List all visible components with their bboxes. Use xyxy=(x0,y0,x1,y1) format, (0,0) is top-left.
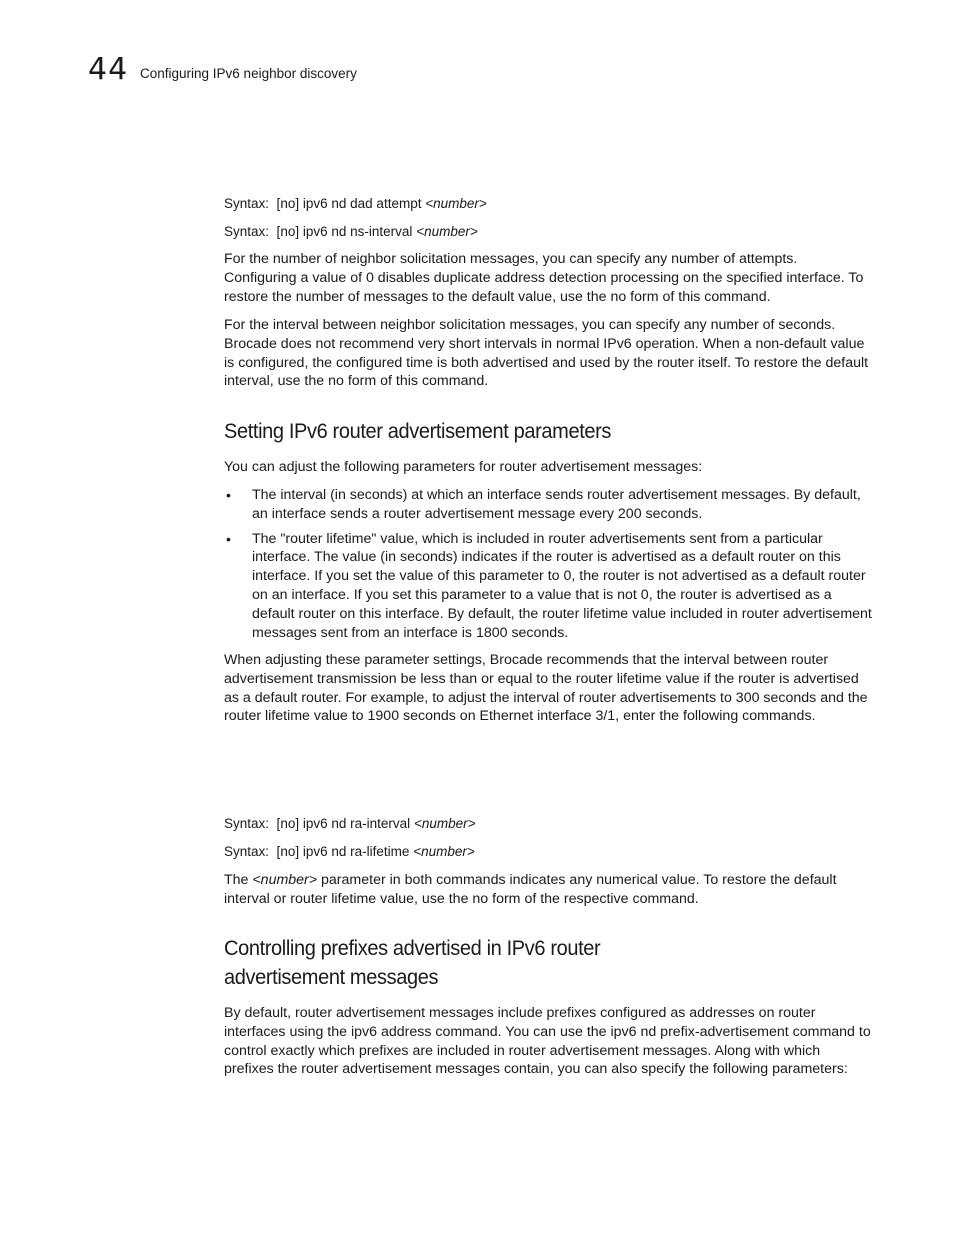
heading-line-1: Controlling prefixes advertised in IPv6 router xyxy=(224,936,601,960)
paragraph-text: command. You can use the xyxy=(431,1023,611,1040)
syntax-param: <number> xyxy=(413,844,475,859)
paragraph-text: command to control exactly which prefixes are included in router advertisement messages. Along with which prefixes the router advertisement messages contain, you can also specify the following parameters: xyxy=(224,1023,871,1078)
syntax-param: <number> xyxy=(413,816,476,831)
paragraph-text: By default, router advertisement messages include prefixes configured as addresses on router interfaces using the xyxy=(224,1005,816,1040)
paragraph-ra-intro: You can adjust the following parameters for router advertisement messages: xyxy=(224,459,703,475)
bullet-list-ra-parameters xyxy=(224,486,872,642)
command-keyword: ipv6 address xyxy=(350,1023,432,1040)
paragraph-text: form of this command. xyxy=(343,373,489,390)
syntax-ra-interval xyxy=(224,815,476,833)
paragraph-solicitation-attempts xyxy=(224,250,872,306)
syntax-label: Syntax: xyxy=(224,816,270,831)
list-item xyxy=(224,530,872,643)
list-item-text: The interval (in seconds) at which an interface sends router advertisement messages. By default, an interface sends a router advertisement message every 200 seconds. xyxy=(252,487,861,522)
syntax-bracket-close: ] xyxy=(295,816,300,831)
syntax-command: ipv6 nd dad attempt xyxy=(302,196,422,211)
list-item xyxy=(224,486,872,524)
paragraph-number-parameter xyxy=(224,871,872,909)
syntax-ra-lifetime xyxy=(224,843,475,861)
syntax-bracket-open: [ xyxy=(276,224,281,239)
syntax-dad-attempt xyxy=(224,195,487,213)
syntax-param: <number> xyxy=(425,196,487,211)
section-heading-prefixes xyxy=(224,934,600,992)
syntax-param: <number> xyxy=(416,224,478,239)
heading-line-2: advertisement messages xyxy=(224,965,439,989)
paragraph-text: form of the respective command. xyxy=(488,890,699,907)
syntax-bracket-close: ] xyxy=(295,196,300,211)
paragraph-text: form of this command. xyxy=(626,288,771,305)
no-keyword: no xyxy=(610,288,627,305)
list-item-text: The "router lifetime" value, which is included in router advertisements sent from a particular interface. The value (in seconds) indicates if the router is advertised as a default router on this interface. If you set the value of this parameter to 0, the router is not advertised as a default router on an interface. If you set this parameter to a value that is not 0, the router is advertised as a default router on this interface. By default, the router lifetime value included in router advertisement messages sent from an interface is 1800 seconds. xyxy=(252,530,872,641)
syntax-no-keyword: no xyxy=(280,224,296,239)
paragraph-text: parameter in both commands indicates any numerical value. To restore the default interval or router lifetime value, use the xyxy=(224,872,837,907)
paragraph-text: For the interval between neighbor solicitation messages, you can specify any number of seconds. Brocade does not recommend very short intervals in normal IPv6 operation. When a non-default value is configured, the configured time is both advertised and used by the router itself. To restore the default interval, use the xyxy=(224,317,869,390)
syntax-bracket-open: [ xyxy=(276,844,281,859)
chapter-number: 44 xyxy=(88,52,129,87)
chapter-title: Configuring IPv6 neighbor discovery xyxy=(140,66,357,81)
no-keyword: no xyxy=(472,890,489,907)
syntax-bracket-close: ] xyxy=(295,844,300,859)
command-keyword: ipv6 nd prefix-advertisement xyxy=(610,1023,789,1040)
paragraph-prefix-advertisement xyxy=(224,1004,872,1079)
syntax-bracket-close: ] xyxy=(295,224,300,239)
syntax-no-keyword: no xyxy=(280,844,296,859)
paragraph-text: The xyxy=(224,872,253,888)
syntax-command: ipv6 nd ra-interval xyxy=(302,816,411,831)
bullet-icon: • xyxy=(226,530,231,547)
no-keyword: no xyxy=(328,373,344,390)
paragraph-ra-recommendation: When adjusting these parameter settings, Brocade recommends that the interval between router advertisement transmission be less than or equal to the router lifetime value if the router is advertised as a default router. For example, to adjust the interval of router advertisements to 300 seconds and the router lifetime value to 1900 seconds on Ethernet interface 3/1, enter the following commands. xyxy=(224,652,868,725)
number-parameter: <number> xyxy=(252,872,318,888)
syntax-bracket-open: [ xyxy=(276,196,281,211)
syntax-ns-interval xyxy=(224,223,478,241)
syntax-bracket-open: [ xyxy=(276,816,281,831)
syntax-label: Syntax: xyxy=(224,844,270,859)
paragraph-text: For the number of neighbor solicitation messages, you can specify any number of attempts. Configuring a value of 0 disables duplicate address detection processing on the specified interface. To restore the number of messages to the default value, use the xyxy=(224,251,864,305)
syntax-no-keyword: no xyxy=(280,196,296,211)
section-heading-ra-parameters: Setting IPv6 router advertisement parameters xyxy=(224,419,612,443)
syntax-command: ipv6 nd ns-interval xyxy=(302,224,413,239)
bullet-icon: • xyxy=(226,487,231,503)
syntax-no-keyword: no xyxy=(280,816,296,831)
paragraph-solicitation-interval xyxy=(224,316,872,391)
syntax-label: Syntax: xyxy=(224,224,270,239)
syntax-command: ipv6 nd ra-lifetime xyxy=(302,844,410,859)
syntax-label: Syntax: xyxy=(224,196,270,211)
